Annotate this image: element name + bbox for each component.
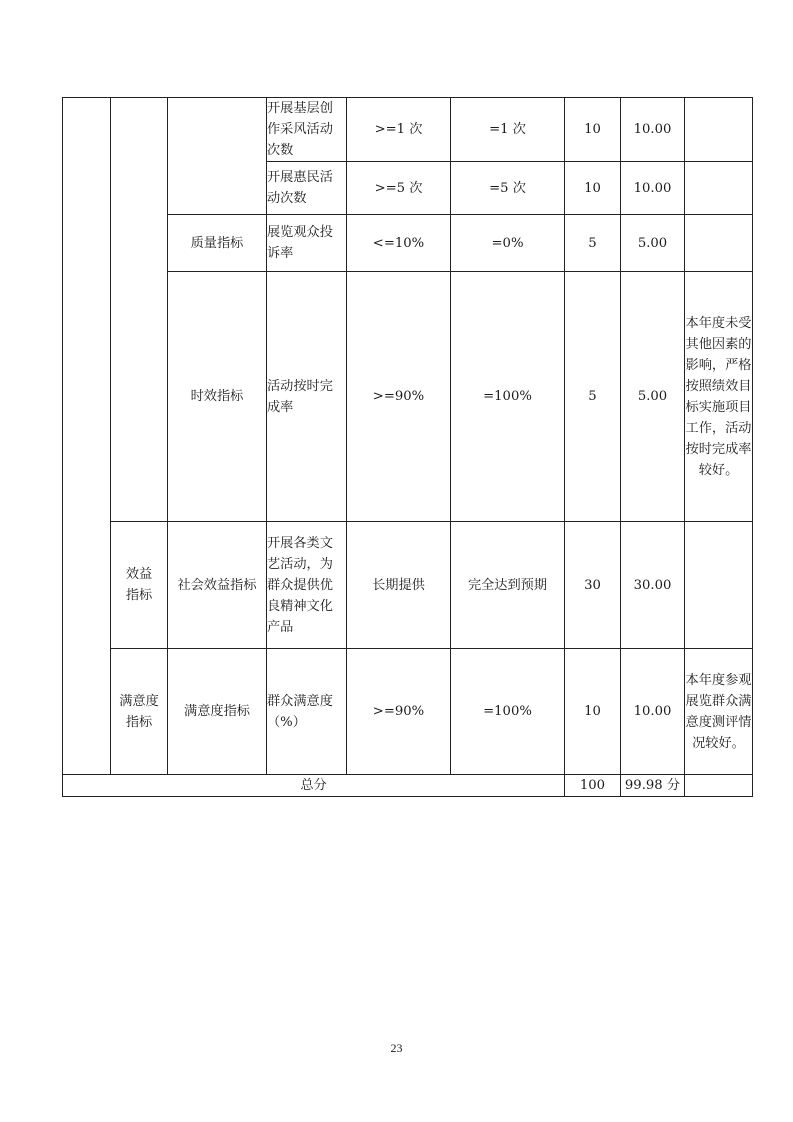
performance-indicator-table [62, 97, 753, 797]
output-indicator-cell [111, 98, 168, 522]
actual-value: =0% [451, 215, 565, 272]
remark: 本年度参观展览群众满意度测评情况较好。 [685, 649, 753, 775]
total-remark [685, 775, 753, 797]
secondary-indicator: 时效指标 [168, 272, 267, 522]
remark: 本年度未受其他因素的影响，严格按照绩效目标实施项目工作，活动按时完成率较好。 [685, 272, 753, 522]
score-value: 10.00 [621, 162, 685, 215]
indicator-name: 活动按时完成率 [267, 272, 347, 522]
secondary-indicator: 质量指标 [168, 215, 267, 272]
actual-value: =5 次 [451, 162, 565, 215]
indicator-name: 开展各类文艺活动，为群众提供优良精神文化产品 [267, 522, 347, 649]
score-value: 5.00 [621, 272, 685, 522]
primary-indicator: 满意度指标 [111, 649, 168, 775]
annual-target: >=1 次 [347, 98, 451, 162]
weight-value: 10 [565, 98, 621, 162]
indicator-name: 开展惠民活动次数 [267, 162, 347, 215]
score-value: 30.00 [621, 522, 685, 649]
annual-target: 长期提供 [347, 522, 451, 649]
weight-value: 5 [565, 272, 621, 522]
weight-value: 10 [565, 162, 621, 215]
indicator-name: 群众满意度（%） [267, 649, 347, 775]
quantity-indicator-cell [168, 98, 267, 215]
table-row [63, 98, 753, 162]
total-row [63, 775, 753, 797]
total-score: 99.98 分 [621, 775, 685, 797]
remark [685, 162, 753, 215]
first-level-empty-cell [63, 98, 111, 775]
total-weight: 100 [565, 775, 621, 797]
score-value: 10.00 [621, 98, 685, 162]
score-value: 5.00 [621, 215, 685, 272]
indicator-name: 开展基层创作采风活动次数 [267, 98, 347, 162]
actual-value: =100% [451, 649, 565, 775]
page-number: 23 [390, 1041, 403, 1055]
primary-indicator: 效益指标 [111, 522, 168, 649]
table-row [63, 649, 753, 775]
secondary-indicator: 社会效益指标 [168, 522, 267, 649]
indicator-name: 展览观众投诉率 [267, 215, 347, 272]
secondary-indicator: 满意度指标 [168, 649, 267, 775]
actual-value: =100% [451, 272, 565, 522]
table-row [63, 522, 753, 649]
actual-value: =1 次 [451, 98, 565, 162]
remark [685, 522, 753, 649]
weight-value: 5 [565, 215, 621, 272]
weight-value: 30 [565, 522, 621, 649]
annual-target: >=90% [347, 272, 451, 522]
remark [685, 98, 753, 162]
annual-target: >=5 次 [347, 162, 451, 215]
annual-target: >=90% [347, 649, 451, 775]
score-value: 10.00 [621, 649, 685, 775]
remark [685, 215, 753, 272]
actual-value: 完全达到预期 [451, 522, 565, 649]
annual-target: <=10% [347, 215, 451, 272]
weight-value: 10 [565, 649, 621, 775]
total-label: 总分 [63, 775, 565, 797]
